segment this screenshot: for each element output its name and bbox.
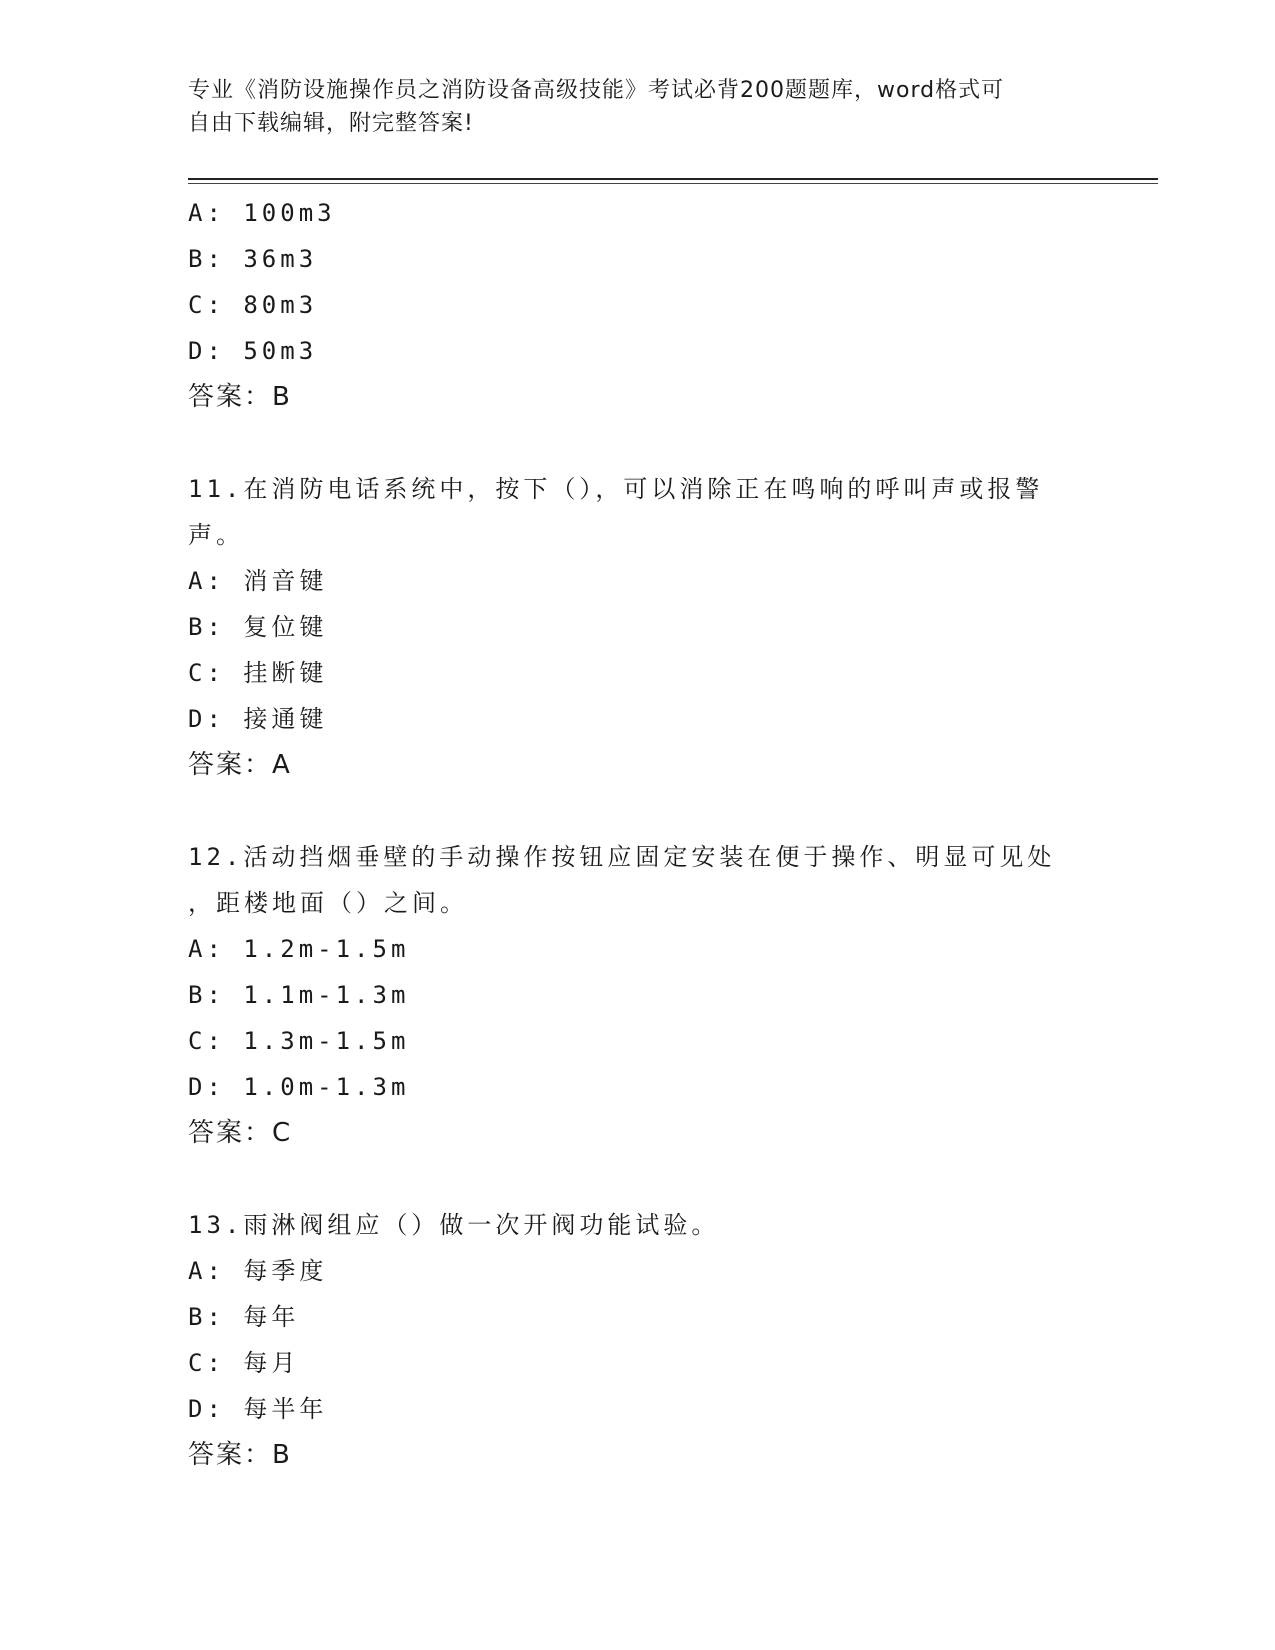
question-list (188, 190, 1088, 1478)
option-b: B: 1.1m-1.3m (188, 981, 410, 1009)
option-b: B: 每年 (188, 1303, 300, 1331)
answer-line: 答案：B (188, 382, 292, 412)
question-text-line-1: 13.雨淋阀组应（）做一次开阀功能试验。 (188, 1211, 720, 1239)
option-c: C: 每月 (188, 1349, 300, 1377)
question-text-line-1: 12.活动挡烟垂壁的手动操作按钮应固定安装在便于操作、明显可见处 (188, 843, 1056, 871)
option-a: A: 消音键 (188, 567, 328, 595)
option-a: A: 1.2m-1.5m (188, 935, 410, 963)
option-b: B: 36m3 (188, 245, 318, 273)
option-c: C: 1.3m-1.5m (188, 1027, 410, 1055)
option-d: D: 50m3 (188, 337, 318, 365)
answer-line: 答案：A (188, 750, 292, 780)
question-text (188, 466, 1078, 558)
header-divider-thin (188, 183, 1158, 184)
question-text-line-1: 11.在消防电话系统中，按下（），可以消除正在鸣响的呼叫声或报警 (188, 475, 1044, 503)
question-text-line-2: 声。 (188, 521, 244, 549)
question-block-13 (188, 1202, 1088, 1478)
question-block-10 (188, 190, 1088, 420)
question-text-line-2: ，距楼地面（）之间。 (188, 889, 468, 917)
question-block-11 (188, 466, 1088, 788)
question-text (188, 834, 1078, 926)
question-block-12 (188, 834, 1088, 1156)
option-d: D: 接通键 (188, 705, 328, 733)
option-d: D: 1.0m-1.3m (188, 1073, 410, 1101)
spacer (188, 420, 1088, 466)
option-b: B: 复位键 (188, 613, 328, 641)
option-c: C: 挂断键 (188, 659, 328, 687)
option-a: A: 100m3 (188, 199, 336, 227)
answer-line: 答案：B (188, 1440, 292, 1470)
header-line-1: 专业《消防设施操作员之消防设备高级技能》考试必背200题题库，word格式可 (188, 78, 1005, 103)
spacer (188, 1156, 1088, 1202)
answer-line: 答案：C (188, 1118, 293, 1148)
option-d: D: 每半年 (188, 1395, 328, 1423)
header-line-2: 自由下载编辑，附完整答案! (188, 111, 474, 136)
question-text (188, 1202, 1078, 1248)
header-divider (188, 178, 1158, 180)
option-c: C: 80m3 (188, 291, 318, 319)
option-a: A: 每季度 (188, 1257, 328, 1285)
spacer (188, 788, 1088, 834)
document-header (188, 74, 1088, 140)
